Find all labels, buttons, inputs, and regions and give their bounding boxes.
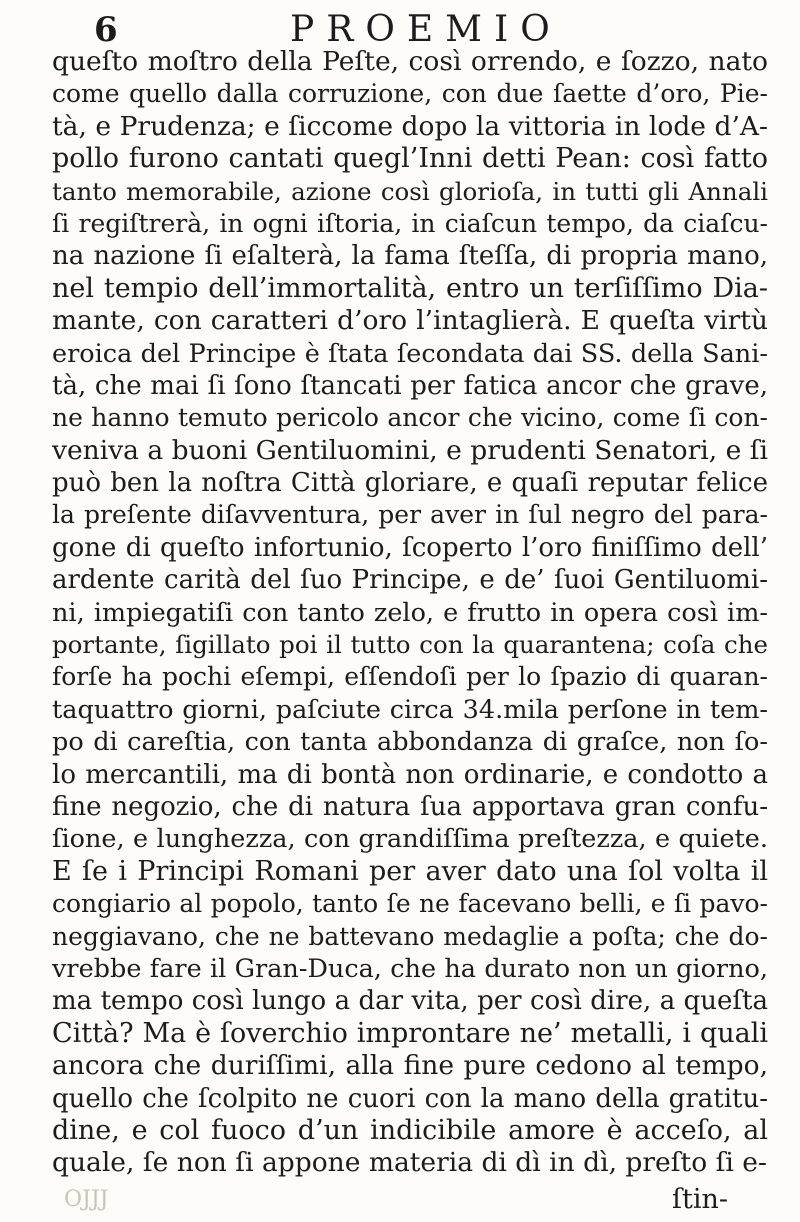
section-title: PROEMIO <box>290 9 562 50</box>
text-line: ardente carità del ſuo Principe, e de’ ſuoi Gentiluomi- <box>52 565 768 596</box>
text-line: come quello dalla corruzione, con due ſaette d’oro, Pie- <box>52 79 768 109</box>
text-line: congiario al popolo, tanto ſe ne facevano belli, e ſi pavo- <box>52 889 768 919</box>
text-line: pollo furono cantati quegl’Inni detti Pean: così fatto <box>52 143 768 175</box>
catchword: ſtin- <box>672 1184 728 1215</box>
text-line: la preſente diſavventura, per aver in ſul negro del para- <box>52 500 768 530</box>
text-line: taquattro giorni, paſciute circa 34.mila perſone in tem- <box>52 694 768 725</box>
text-line: na nazione ſi eſalterà, la fama ſteſſa, di propria mano, <box>52 241 768 272</box>
text-line: mante, con caratteri d’oro l’intaglierà. E queſta virtù <box>52 305 768 337</box>
text-line: ma tempo così lungo a dar vita, per così dire, a queſta <box>52 986 768 1017</box>
text-line: ni, impiegatiſi con tanto zelo, e frutto in opera così im- <box>52 597 768 628</box>
text-line: eroica del Principe è ſtata ſecondata dai SS. della Sani- <box>52 338 768 369</box>
text-line: po di careſtia, con tanta abbondanza di graſce, non ſo- <box>52 727 768 758</box>
signature-mark: OJJJ <box>64 1187 109 1212</box>
text-line: fine negozio, che di natura ſua apportava gran confu- <box>52 791 768 822</box>
text-line: portante, ſigillato poi il tutto con la quarantena; coſa che <box>52 630 768 660</box>
catchword-row <box>52 1184 768 1216</box>
text-line: queſto moſtro della Peſte, così orrendo, e ſozzo, nato <box>52 46 768 77</box>
text-line: nel tempio dell’immortalità, entro un terſiſſimo Dia- <box>52 272 768 304</box>
text-line: ſi regiſtrerà, in ogni iſtoria, in ciaſcun tempo, da ciaſcu- <box>52 208 768 238</box>
body-text <box>52 46 768 1180</box>
text-line: ancora che duriſſimi, alla fine pure cedono al tempo, <box>52 1050 768 1082</box>
text-line: veniva a buoni Gentiluomini, e prudenti Senatori, e ſi <box>52 434 768 466</box>
page-number: 6 <box>94 10 118 50</box>
text-line: ſione, e lunghezza, con grandiſſima preſtezza, e quiete. <box>52 824 768 855</box>
text-line: quello che ſcolpito ne cuori con la mano della gratitu- <box>52 1083 768 1114</box>
text-line: gone di queſto infortunio, ſcoperto l’oro finiſſimo dell’ <box>52 532 768 563</box>
text-line: vrebbe fare il Gran-Duca, che ha durato non un giorno, <box>52 953 768 984</box>
text-line: tà, che mai ſi ſono ſtancati per fatica ancor che grave, <box>52 370 768 401</box>
text-line: tà, e Prudenza; e ſiccome dopo la vittoria in lode d’A- <box>52 110 768 142</box>
text-line: tanto memorabile, azione così glorioſa, in tutti gli Annali <box>52 176 768 206</box>
text-line: può ben la noſtra Città gloriare, e quaſi reputar felice <box>52 468 768 499</box>
text-line: neggiavano, che ne battevano medaglie a poſta; che do- <box>52 921 768 951</box>
text-line: quale, ſe non ſi appone materia di dì in dì, preſto ſi e- <box>52 1147 767 1179</box>
text-line: ne hanno temuto pericolo ancor che vicino, come ſi con- <box>52 403 768 433</box>
text-line: dine, e col fuoco d’un indicibile amore è acceſo, al <box>52 1114 768 1146</box>
text-line: lo mercantili, ma di bontà non ordinarie, e condotto a <box>52 759 768 790</box>
text-line: E ſe i Principi Romani per aver dato una ſol volta il <box>52 855 768 887</box>
text-line: Città? Ma è ſoverchio improntare ne’ metalli, i quali <box>52 1017 768 1049</box>
text-line: forſe ha pochi eſempi, eſſendoſi per lo ſpazio di quaran- <box>52 662 768 692</box>
